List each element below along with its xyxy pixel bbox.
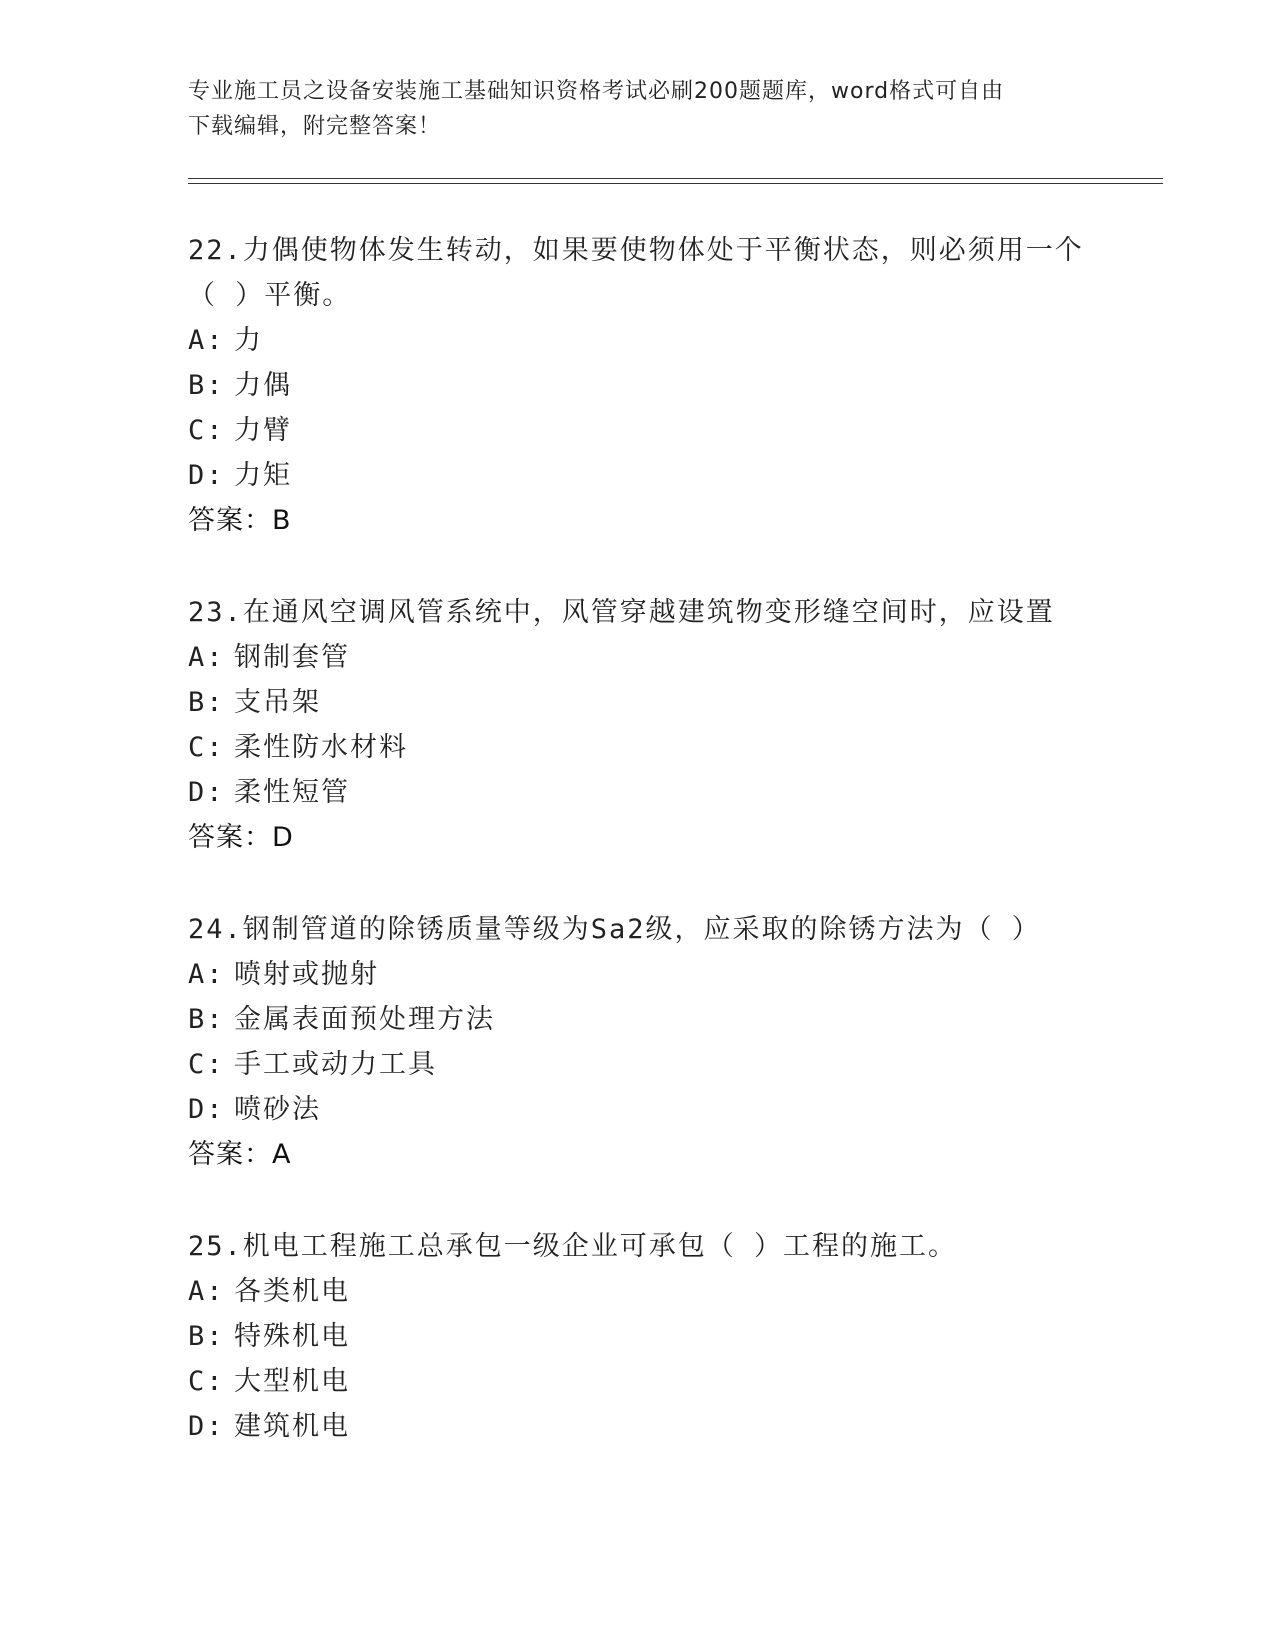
option-letter: A: xyxy=(188,325,225,356)
option-d xyxy=(188,1404,1088,1449)
answer-line: 答案：A xyxy=(188,1139,292,1170)
question-text: 25.机电工程施工总承包一级企业可承包（ ）工程的施工。 xyxy=(188,1231,958,1262)
option-b xyxy=(188,997,1088,1042)
option-letter: D: xyxy=(188,1411,225,1442)
header-line-1: 专业施工员之设备安装施工基础知识资格考试必刷200题题库，word格式可自由 xyxy=(188,79,1005,104)
option-a xyxy=(188,952,1088,997)
answer-line: 答案：D xyxy=(188,822,294,853)
option-text: 钢制套管 xyxy=(234,642,350,673)
option-letter: C: xyxy=(188,732,225,763)
option-letter: A: xyxy=(188,959,225,990)
option-letter: B: xyxy=(188,1004,225,1035)
option-text: 力偶 xyxy=(234,370,292,401)
option-a xyxy=(188,318,1088,363)
option-letter: C: xyxy=(188,1049,225,1080)
option-letter: C: xyxy=(188,1366,225,1397)
option-letter: B: xyxy=(188,687,225,718)
option-text: 力矩 xyxy=(234,460,292,491)
option-letter: B: xyxy=(188,370,225,401)
option-text: 各类机电 xyxy=(234,1276,350,1307)
header-divider-bottom xyxy=(188,183,1163,184)
option-c xyxy=(188,408,1088,453)
option-d xyxy=(188,453,1088,498)
question-22 xyxy=(188,228,1088,543)
option-text: 特殊机电 xyxy=(234,1321,350,1352)
option-letter: A: xyxy=(188,1276,225,1307)
option-d xyxy=(188,1087,1088,1132)
option-letter: C: xyxy=(188,415,225,446)
question-text: 23.在通风空调风管系统中，风管穿越建筑物变形缝空间时，应设置 xyxy=(188,597,1055,628)
option-text: 喷砂法 xyxy=(234,1094,321,1125)
option-c xyxy=(188,725,1088,770)
option-b xyxy=(188,680,1088,725)
option-text: 喷射或抛射 xyxy=(234,959,379,990)
option-text: 手工或动力工具 xyxy=(234,1049,437,1080)
option-c xyxy=(188,1042,1088,1087)
option-d xyxy=(188,770,1088,815)
option-text: 柔性防水材料 xyxy=(234,732,408,763)
option-letter: D: xyxy=(188,1094,225,1125)
question-25 xyxy=(188,1224,1088,1449)
option-text: 力 xyxy=(234,325,263,356)
document-header xyxy=(188,74,1088,144)
option-b xyxy=(188,1314,1088,1359)
option-a xyxy=(188,635,1088,680)
question-text-continued: （ ）平衡。 xyxy=(188,280,352,311)
header-line-2: 下载编辑，附完整答案！ xyxy=(188,114,442,139)
option-letter: A: xyxy=(188,642,225,673)
option-a xyxy=(188,1269,1088,1314)
option-letter: D: xyxy=(188,460,225,491)
option-text: 支吊架 xyxy=(234,687,321,718)
header-divider-top xyxy=(188,178,1163,179)
option-text: 大型机电 xyxy=(234,1366,350,1397)
option-text: 柔性短管 xyxy=(234,777,350,808)
option-letter: D: xyxy=(188,777,225,808)
option-c xyxy=(188,1359,1088,1404)
question-24 xyxy=(188,907,1088,1177)
option-b xyxy=(188,363,1088,408)
answer-line: 答案：B xyxy=(188,505,292,536)
question-23 xyxy=(188,590,1088,860)
question-text: 22.力偶使物体发生转动，如果要使物体处于平衡状态，则必须用一个 xyxy=(188,235,1084,266)
question-text: 24.钢制管道的除锈质量等级为Sa2级，应采取的除锈方法为（ ） xyxy=(188,914,1041,945)
option-text: 建筑机电 xyxy=(234,1411,350,1442)
option-letter: B: xyxy=(188,1321,225,1352)
option-text: 力臂 xyxy=(234,415,292,446)
option-text: 金属表面预处理方法 xyxy=(234,1004,495,1035)
